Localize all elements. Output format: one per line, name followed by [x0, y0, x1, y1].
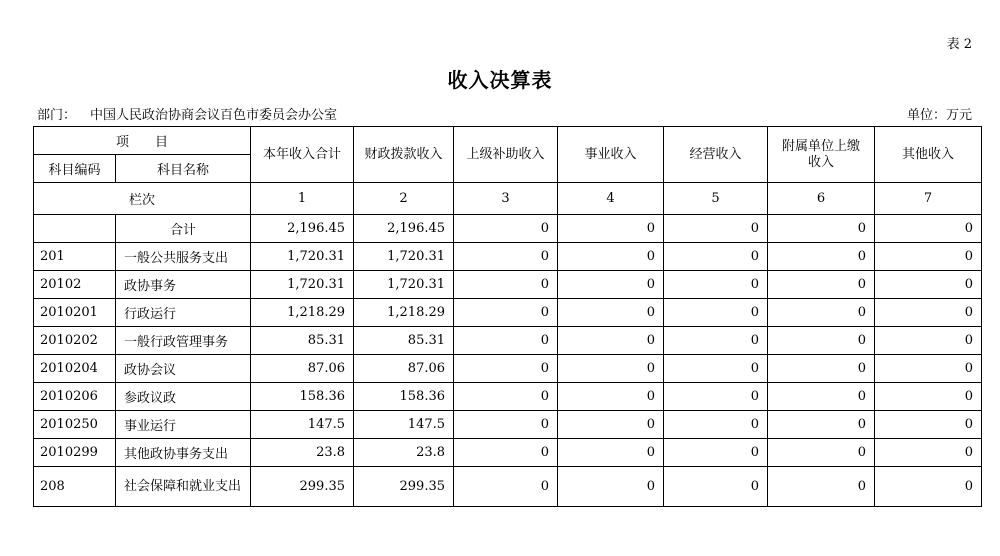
page-title: 收入决算表	[447, 68, 553, 92]
value-cell: 1,720.31	[251, 243, 354, 271]
value-cell: 0	[558, 467, 664, 507]
table-row	[34, 327, 982, 355]
total-value: 2,196.45	[251, 215, 354, 243]
column-number: 7	[875, 183, 982, 215]
column-number: 6	[768, 183, 875, 215]
total-value: 0	[768, 215, 875, 243]
total-row	[34, 215, 982, 243]
value-cell: 0	[875, 271, 982, 299]
column-number: 4	[558, 183, 664, 215]
value-cell: 1,720.31	[354, 271, 454, 299]
value-cell: 0	[768, 355, 875, 383]
value-cell: 0	[768, 467, 875, 507]
value-cell: 0	[664, 299, 768, 327]
table-number: 表 2	[946, 37, 972, 52]
value-cell: 85.31	[354, 327, 454, 355]
subject-name: 参政议政	[116, 383, 251, 411]
value-cell: 299.35	[251, 467, 354, 507]
value-cell: 0	[454, 439, 558, 467]
table-row	[34, 467, 982, 507]
value-cell: 0	[875, 439, 982, 467]
table-row	[34, 243, 982, 271]
value-cell: 0	[768, 299, 875, 327]
value-cell: 0	[875, 299, 982, 327]
department-line	[37, 104, 337, 123]
value-cell: 1,218.29	[354, 299, 454, 327]
value-cell: 0	[558, 299, 664, 327]
subject-code: 2010201	[34, 299, 116, 327]
value-cell: 0	[558, 383, 664, 411]
table-row	[34, 411, 982, 439]
value-cell: 0	[454, 271, 558, 299]
value-cell: 0	[768, 327, 875, 355]
value-cell: 23.8	[354, 439, 454, 467]
subject-code: 201	[34, 243, 116, 271]
header-col-5: 经营收入	[664, 127, 768, 183]
value-cell: 158.36	[251, 383, 354, 411]
total-value: 0	[558, 215, 664, 243]
subject-name: 行政运行	[116, 299, 251, 327]
value-cell: 0	[664, 243, 768, 271]
value-cell: 0	[454, 327, 558, 355]
value-cell: 0	[875, 355, 982, 383]
value-cell: 299.35	[354, 467, 454, 507]
table-row	[34, 355, 982, 383]
subject-code: 20102	[34, 271, 116, 299]
income-table	[33, 126, 982, 507]
subject-name: 其他政协事务支出	[116, 439, 251, 467]
value-cell: 0	[664, 467, 768, 507]
value-cell: 0	[768, 411, 875, 439]
value-cell: 85.31	[251, 327, 354, 355]
value-cell: 0	[875, 327, 982, 355]
value-cell: 1,720.31	[251, 271, 354, 299]
subject-code: 2010299	[34, 439, 116, 467]
subject-name: 社会保障和就业支出	[116, 467, 251, 507]
value-cell: 0	[558, 243, 664, 271]
value-cell: 0	[558, 271, 664, 299]
value-cell: 0	[875, 467, 982, 507]
value-cell: 1,720.31	[354, 243, 454, 271]
value-cell: 0	[768, 383, 875, 411]
column-number: 1	[251, 183, 354, 215]
department-name: 中国人民政治协商会议百色市委员会办公室	[90, 108, 338, 123]
column-number: 5	[664, 183, 768, 215]
value-cell: 147.5	[354, 411, 454, 439]
value-cell: 0	[768, 243, 875, 271]
subject-code: 2010250	[34, 411, 116, 439]
subject-name: 政协事务	[116, 271, 251, 299]
value-cell: 0	[558, 439, 664, 467]
value-cell: 0	[454, 355, 558, 383]
value-cell: 87.06	[251, 355, 354, 383]
table-row	[34, 439, 982, 467]
total-value: 0	[875, 215, 982, 243]
value-cell: 0	[768, 439, 875, 467]
department-label: 部门：	[37, 108, 77, 123]
value-cell: 0	[558, 411, 664, 439]
value-cell: 0	[768, 271, 875, 299]
value-cell: 1,218.29	[251, 299, 354, 327]
value-cell: 0	[558, 355, 664, 383]
subject-name: 政协会议	[116, 355, 251, 383]
subject-code: 2010204	[34, 355, 116, 383]
subject-code: 2010202	[34, 327, 116, 355]
subject-code: 2010206	[34, 383, 116, 411]
total-code-cell	[34, 215, 116, 243]
value-cell: 0	[664, 411, 768, 439]
table-row	[34, 299, 982, 327]
value-cell: 0	[875, 411, 982, 439]
total-value: 2,196.45	[354, 215, 454, 243]
value-cell: 0	[558, 327, 664, 355]
value-cell: 0	[875, 383, 982, 411]
total-value: 0	[454, 215, 558, 243]
header-col-1: 本年收入合计	[251, 127, 354, 183]
row-index-label: 栏次	[34, 183, 251, 215]
column-number-row	[34, 183, 982, 215]
header-item: 项 目	[34, 127, 251, 155]
value-cell: 0	[664, 327, 768, 355]
table-row	[34, 271, 982, 299]
header-col-3: 上级补助收入	[454, 127, 558, 183]
value-cell: 87.06	[354, 355, 454, 383]
table-body	[34, 127, 982, 507]
subject-code: 208	[34, 467, 116, 507]
column-number: 2	[354, 183, 454, 215]
value-cell: 0	[454, 243, 558, 271]
subject-name: 一般公共服务支出	[116, 243, 251, 271]
header-col-4: 事业收入	[558, 127, 664, 183]
total-label: 合计	[116, 215, 251, 243]
table-row	[34, 383, 982, 411]
header-row-1	[34, 127, 982, 155]
subject-name: 一般行政管理事务	[116, 327, 251, 355]
value-cell: 158.36	[354, 383, 454, 411]
value-cell: 0	[454, 383, 558, 411]
value-cell: 23.8	[251, 439, 354, 467]
value-cell: 0	[664, 439, 768, 467]
column-number: 3	[454, 183, 558, 215]
total-value: 0	[664, 215, 768, 243]
header-subject-name: 科目名称	[116, 155, 251, 183]
value-cell: 0	[664, 355, 768, 383]
header-subject-code: 科目编码	[34, 155, 116, 183]
header-col-6: 附属单位上缴收入	[768, 127, 875, 183]
value-cell: 0	[454, 299, 558, 327]
subject-name: 事业运行	[116, 411, 251, 439]
value-cell: 0	[454, 467, 558, 507]
value-cell: 0	[454, 411, 558, 439]
value-cell: 0	[664, 383, 768, 411]
value-cell: 147.5	[251, 411, 354, 439]
value-cell: 0	[664, 271, 768, 299]
unit-label: 单位：万元	[906, 108, 972, 123]
value-cell: 0	[875, 243, 982, 271]
header-col-2: 财政拨款收入	[354, 127, 454, 183]
header-col-7: 其他收入	[875, 127, 982, 183]
